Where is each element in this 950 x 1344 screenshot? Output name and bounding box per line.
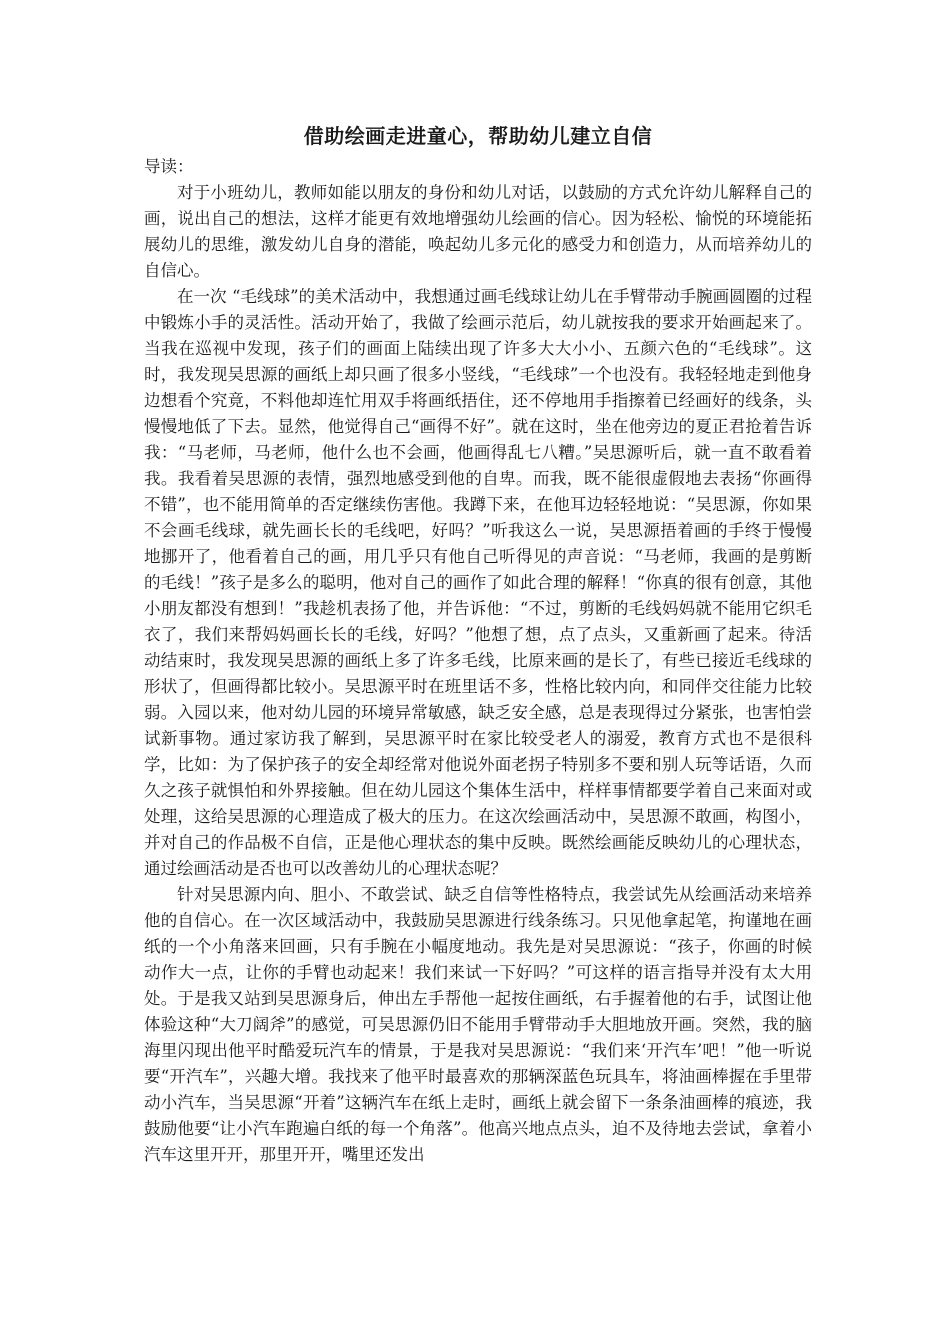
paragraph: 在一次 “毛线球”的美术活动中，我想通过画毛线球让幼儿在手臂带动手腕画圆圈的过程中锻炼小手的灵活性。活动开始了，我做了绘画示范后，幼儿就按我的要求开始画起来了。当我在巡视中发现，孩子们的画面上陆续出现了许多大大小小、五颜六色的“毛线球”。这时，我发现吴思源的画纸上却只画了很多小竖线，“毛线球”一个也没有。我轻轻地走到他身边想看个究竟，不料他却连忙用双手将画纸捂住，还不停地用手指擦着已经画好的线条，头慢慢地低了下去。显然，他觉得自己“画得不好”。就在这时，坐在他旁边的夏正君抢着告诉我：“马老师，马老师，他什么也不会画，他画得乱七八糟。”吴思源听后，就一直不敢看着我。我看着吴思源的表情，强烈地感受到他的自卑。而我，既不能很虚假地去表扬“你画得不错”，也不能用简单的否定继续伤害他。我蹲下来，在他耳边轻轻地说：“吴思源，你如果不会画毛线球，就先画长长的毛线吧，好吗？”听我这么一说，吴思源捂着画的手终于慢慢地挪开了，他看着自己的画，用几乎只有他自己听得见的声音说：“马老师，我画的是剪断的毛线！”孩子是多么的聪明，他对自己的画作了如此合理的解释！“你真的很有创意，其他小朋友都没有想到！”我趁机表扬了他，并告诉他：“不过，剪断的毛线妈妈就不能用它织毛衣了，我们来帮妈妈画长长的毛线，好吗？”他想了想，点了点头，又重新画了起来。待活动结束时，我发现吴思源的画纸上多了许多毛线，比原来画的是长了，有些已接近毛线球的形状了，但画得都比较小。吴思源平时在班里话不多，性格比较内向，和同伴交往能力比较弱。入园以来，他对幼儿园的环境异常敏感，缺乏安全感，总是表现得过分紧张，也害怕尝试新事物。通过家访我了解到，吴思源平时在家比较受老人的溺爱，教育方式也不是很科学，比如：为了保护孩子的安全却经常对他说外面老拐子特别多不要和别人玩等话语，久而久之孩子就惧怕和外界接触。但在幼儿园这个集体生活中，样样事情都要学着自己来面对或处理，这给吴思源的心理造成了极大的压力。在这次绘画活动中，吴思源不敢画，构图小，并对自己的作品极不自信，正是他心理状态的集中反映。既然绘画能反映幼儿的心理状态，通过绘画活动是否也可以改善幼儿的心理状态呢？ — [144, 287, 812, 878]
document-page — [144, 118, 812, 1168]
document-title: 借助绘画走进童心，帮助幼儿建立自信 — [303, 124, 653, 148]
paragraph: 针对吴思源内向、胆小、不敢尝试、缺乏自信等性格特点，我尝试先从绘画活动来培养他的自信心。在一次区域活动中，我鼓励吴思源进行线条练习。只见他拿起笔，拘谨地在画纸的一个小角落来回画，只有手腕在小幅度地动。我先是对吴思源说：“孩子，你画的时候动作大一点，让你的手臂也动起来！我们来试一下好吗？”可这样的语言指导并没有太大用处。于是我又站到吴思源身后，伸出左手帮他一起按住画纸，右手握着他的右手，试图让他体验这种“大刀阔斧”的感觉，可吴思源仍旧不能用手臂带动手大胆地放开画。突然，我的脑海里闪现出他平时酷爱玩汽车的情景，于是我对吴思源说：“我们来‘开汽车’吧！”他一听说要“开汽车”，兴趣大增。我找来了他平时最喜欢的那辆深蓝色玩具车，将油画棒握在手里带动小汽车，当吴思源“开着”这辆汽车在纸上走时，画纸上就会留下一条条油画棒的痕迹，我鼓励他要“让小汽车跑遍白纸的每一个角落”。他高兴地点点头，迫不及待地去尝试，拿着小汽车这里开开，那里开开，嘴里还发出 — [144, 885, 812, 1164]
lead-label: 导读： — [144, 157, 194, 176]
paragraph: 对于小班幼儿，教师如能以朋友的身份和幼儿对话，以鼓励的方式允许幼儿解释自己的画，说出自己的想法，这样才能更有效地增强幼儿绘画的信心。因为轻松、愉悦的环境能拓展幼儿的思维，激发幼儿自身的潜能，唤起幼儿多元化的感受力和创造力，从而培养幼儿的自信心。 — [144, 183, 812, 280]
